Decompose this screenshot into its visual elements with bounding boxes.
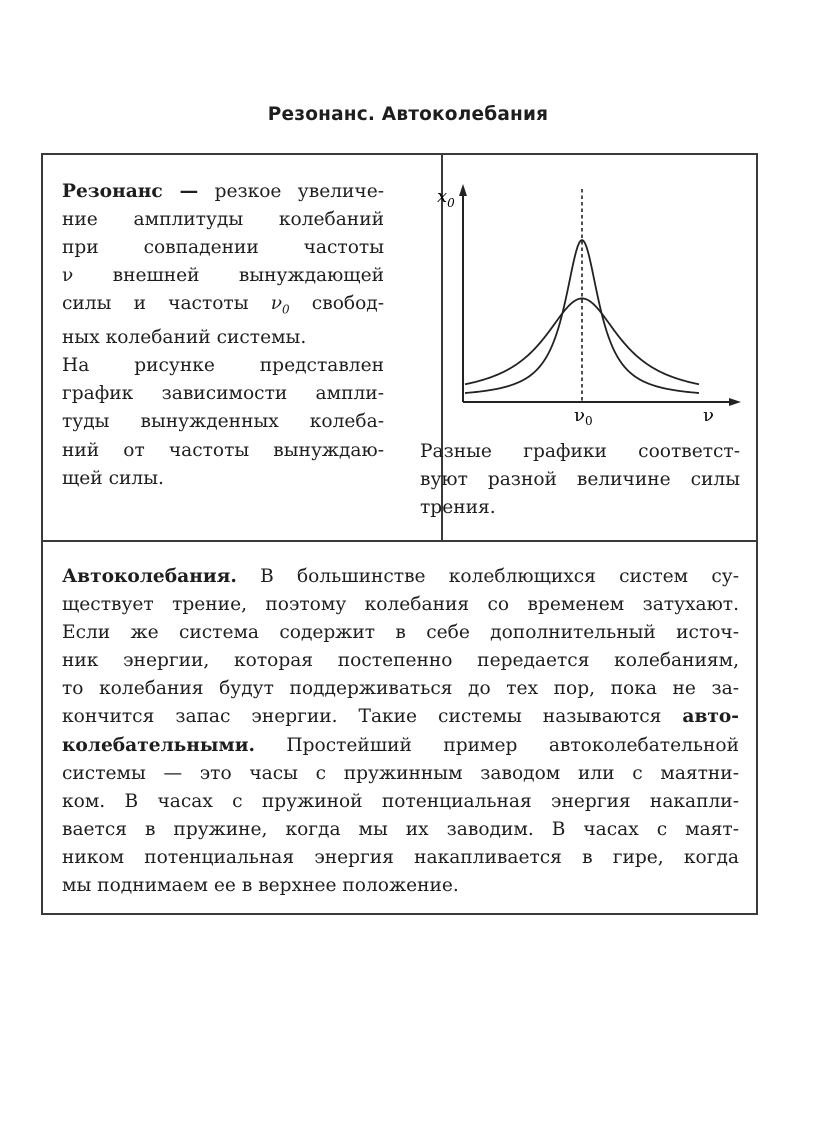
text-line: Резонанс — резкое увеличе- [62,181,384,202]
autoosc-term: Автоколебания. [62,566,237,587]
text-line: колебательными. Простейший пример автоколебательной [62,734,739,756]
text-line: ν внешней вынуждающей [62,265,384,287]
text-line: ком. В часах с пружиной потенциальная энергия накапли- [62,790,739,812]
y-axis-label: $x_0$ [437,186,455,210]
text-line: ных колебаний системы. [62,327,307,349]
resonance-term: Резонанс — [62,181,199,202]
x-axis-arrow [729,398,741,406]
text-line: туды вынужденных колеба- [62,411,384,433]
text-line: ние амплитуды колебаний [62,209,384,231]
autooscillation-paragraph [62,563,739,900]
caption-line: вуют разной величине силы [420,469,740,491]
text-line: график зависимости ампли- [62,383,384,405]
text-line: то колебания будут поддерживаться до тех пор, пока не за- [62,678,739,700]
text-line: Если же система содержит в себе дополнительный источ- [62,622,739,644]
caption-line: Разные графики соответст- [420,441,740,462]
text-line: вается в пружине, когда мы их заводим. В часах с маят- [62,818,739,840]
text-line: мы поднимаем ее в верхнее положение. [62,875,459,897]
text-line: Автоколебания. В большинстве колеблющихся систем су- [62,566,739,587]
row-divider [43,540,756,542]
resonance-chart [423,175,753,425]
text-line: ний от частоты вынуждаю- [62,439,384,461]
text-line: На рисунке представлен [62,355,384,377]
text-line: щей силы. [62,467,164,489]
text-line: силы и частоты $\nu_0$ свобод- [62,293,385,318]
y-axis-arrow [459,184,467,196]
content-table [41,153,758,915]
caption-line: трения. [420,497,496,519]
page-title: Резонанс. Автоколебания [267,104,549,125]
resonance-definition [62,178,384,493]
x-axis-label: ν [703,405,714,425]
text-line: ником потенциальная энергия накапливается в гире, когда [62,846,739,868]
text-line: ник энергии, которая постепенно передается колебаниям, [62,650,739,672]
chart-caption [420,438,740,522]
resonance-tick-label: $\nu_0$ [574,405,593,425]
nu0-symbol: $\nu_0$ [270,293,290,318]
text-line: ществует трение, поэтому колебания со временем затухают. [62,594,739,616]
text-line: кончится запас энергии. Такие системы называются авто- [62,706,739,728]
text-line: при совпадении частоты [62,237,384,259]
text-line: системы — это часы с пружинным заводом или с маятни- [62,762,739,784]
